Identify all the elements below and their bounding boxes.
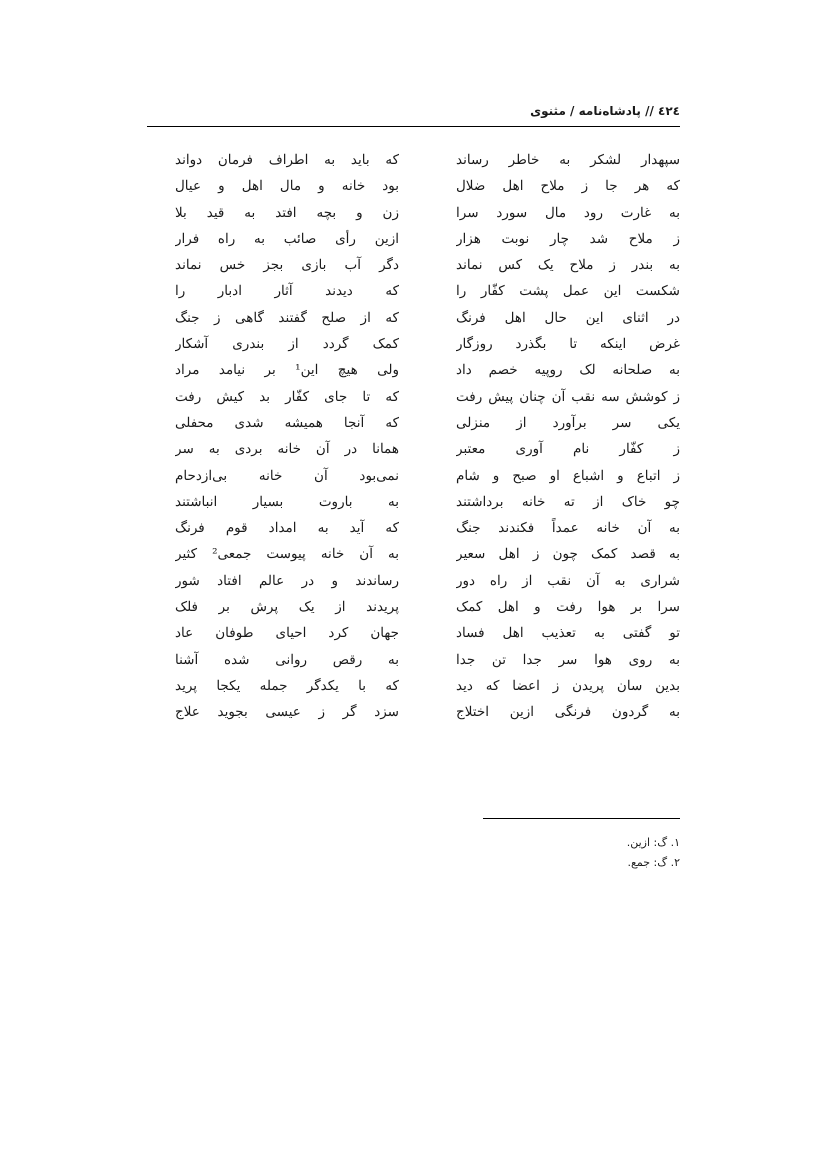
hemistich-second: به آن خانه پیوست جمعی² کثیر (175, 546, 399, 563)
hemistich-first: به غارت رود مال سورد سرا (456, 204, 680, 221)
hemistich-second: که از صلح گفتند گاهی ز جنگ (175, 309, 399, 326)
couplet (175, 305, 680, 331)
hemistich-second: که تا جای کفّار بد کیش رفت (175, 388, 399, 405)
hemistich-first: بدین سان پریدن ز اعضا که دید (456, 677, 680, 694)
couplet (175, 173, 680, 199)
couplet (175, 252, 680, 278)
couplet (175, 594, 680, 620)
hemistich-first: به روی هوا سر جدا تن جدا (456, 651, 680, 668)
hemistich-second: بود خانه و مال اهل و عیال (175, 178, 399, 195)
hemistich-second: سزد گر ز عیسی بجوید علاج (175, 704, 399, 721)
footnote-1: ۱. گ: ازین. (626, 836, 680, 849)
hemistich-first: شکست این عمل پشت کفّار را (456, 283, 680, 300)
running-header: ٤٢٤ // پادشاه‌نامه / مثنوی (530, 104, 680, 118)
hemistich-second: همانا در آن خانه بردی به سر (175, 441, 399, 458)
couplet (175, 463, 680, 489)
couplet (175, 226, 680, 252)
footnote-rule (483, 818, 680, 819)
hemistich-second: که باید به اطراف فرمان دواند (175, 152, 399, 168)
footnote-2: ۲. گ: جمع. (627, 856, 680, 869)
header-rule (147, 126, 680, 127)
footnotes (627, 833, 680, 873)
hemistich-second: رساندند و در عالم افتاد شور (175, 572, 399, 589)
couplet (175, 620, 680, 646)
hemistich-second: دگر آب بازی بجز خس نماند (175, 257, 399, 274)
hemistich-first: به قصد کمک چون ز اهل سعیر (456, 546, 680, 563)
hemistich-first: به بندر ز ملاح یک کس نماند (456, 257, 680, 274)
hemistich-second: که آنجا همیشه شدی محفلی (175, 414, 399, 431)
hemistich-first: ز کوشش سه نقب آن چنان پیش رفت (456, 388, 680, 405)
hemistich-first: در اثنای این حال اهل فرنگ (456, 309, 680, 326)
hemistich-first: یکی سر برآورد از منزلی (456, 414, 680, 431)
couplet (175, 410, 680, 436)
couplet (175, 384, 680, 410)
hemistich-second: کمک گردد از بندری آشکار (175, 336, 399, 353)
hemistich-first: سپهدار لشکر به خاطر رساند (456, 152, 680, 168)
couplet (175, 673, 680, 699)
hemistich-second: به رقص روانی شده آشنا (175, 651, 399, 668)
couplet (175, 357, 680, 383)
hemistich-first: به صلحانه لک روپیه خصم داد (456, 362, 680, 379)
hemistich-first: به گردون فرنگی ازین اختلاج (456, 704, 680, 721)
hemistich-second: که دیدند آثار ادبار را (175, 283, 399, 300)
couplet (175, 699, 680, 725)
hemistich-second: جهان کرد احیای طوفان عاد (175, 625, 399, 642)
hemistich-second: که با یکدگر جمله یکجا پرید (175, 677, 399, 694)
couplet (175, 147, 680, 173)
couplet (175, 515, 680, 541)
hemistich-first: به آن خانه عمداً فکندند جنگ (456, 520, 680, 537)
hemistich-first: چو خاک از ته خانه برداشتند (456, 493, 680, 510)
hemistich-first: تو گفتی به تعذیب اهل فساد (456, 625, 680, 642)
couplet (175, 436, 680, 462)
hemistich-first: ز اتباع و اشباع او صبح و شام (456, 467, 680, 484)
hemistich-second: که آید به امداد قوم فرنگ (175, 520, 399, 537)
hemistich-second: پریدند از یک پرش بر فلک (175, 599, 399, 616)
poem-body (175, 147, 680, 726)
hemistich-first: سرا بر هوا رفت و اهل کمک (456, 599, 680, 616)
hemistich-second: زن و بچه افتد به قید بلا (175, 204, 399, 221)
couplet (175, 278, 680, 304)
hemistich-second: نمی‌بود آن خانه بی‌ازدحام (175, 467, 399, 484)
couplet (175, 489, 680, 515)
hemistich-second: ولی هیچ این¹ بر نیامد مراد (175, 362, 399, 379)
couplet (175, 647, 680, 673)
hemistich-second: به باروت بسیار انباشتند (175, 493, 399, 510)
couplet (175, 200, 680, 226)
hemistich-first: ز کفّار نام آوری معتبر (456, 441, 680, 458)
hemistich-first: که هر جا ز ملاح اهل ضلال (456, 178, 680, 195)
couplet (175, 568, 680, 594)
hemistich-first: ز ملاح شد چار نوبت هزار (456, 230, 680, 247)
hemistich-first: غرض اینکه تا بگذرد روزگار (456, 336, 680, 353)
couplet (175, 541, 680, 567)
hemistich-first: شراری به آن نقب از راه دور (456, 572, 680, 589)
couplet (175, 331, 680, 357)
hemistich-second: ازین رأی صائب به راه فرار (175, 230, 399, 247)
